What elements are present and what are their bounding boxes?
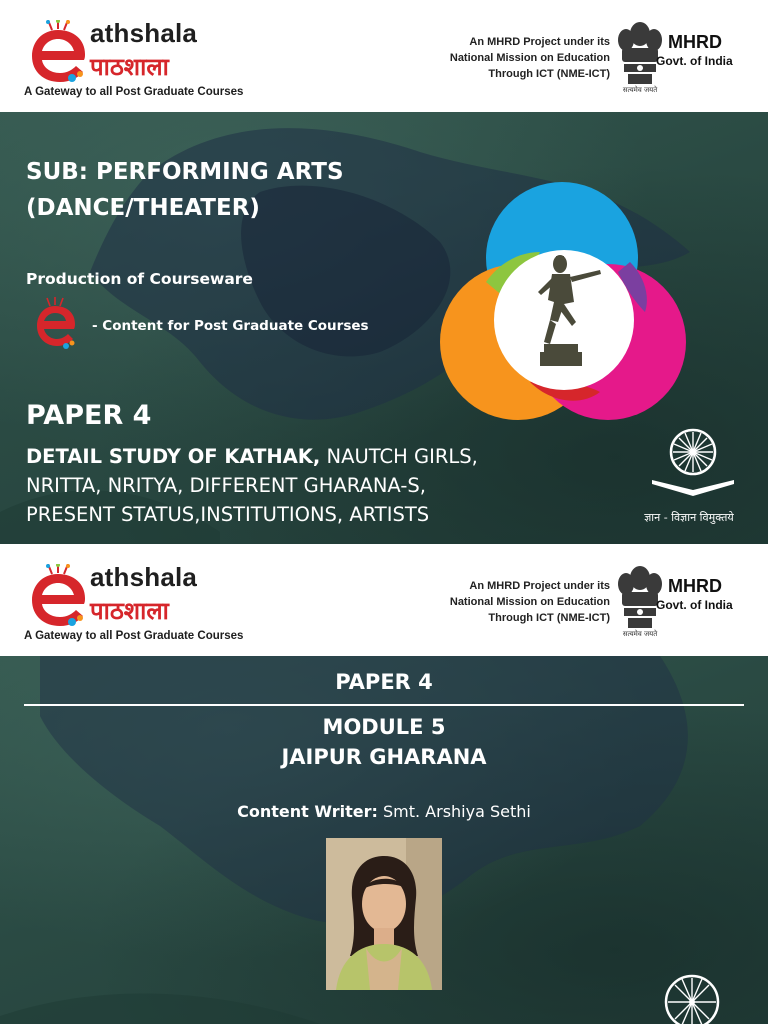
detail-bold-text: DETAIL STUDY OF KATHAK, [26,445,321,468]
paper-title: PAPER 4 [26,400,152,431]
mhrd-line-2: National Mission on Education [449,596,610,608]
mhrd-title: MHRD [668,32,722,52]
mhrd-project-text [420,578,610,626]
brand-name-hindi: पाठशाला [90,597,169,625]
e-pathshala-small-icon [34,296,76,352]
ugc-motto: ज्ञान - विज्ञान विमुक्तये [644,511,734,524]
emblem-motto: सत्यमेव जयते [622,86,658,94]
writer-photo [326,838,442,990]
content-writer-name: Smt. Arshiya Sethi [377,802,531,821]
subject-line-1: SUB: PERFORMING ARTS [26,159,344,185]
ugc-wheel-logo-icon [662,972,722,1024]
detail-rest-text: NAUTCH GIRLS, [320,445,478,468]
mhrd-line-1: An MHRD Project under its [469,580,610,592]
epathshala-logo [24,14,244,104]
tagline: A Gateway to all Post Graduate Courses [24,86,244,98]
detail-line-2: NRITTA, NRITYA, DIFFERENT GHARANA-S, [26,474,426,497]
title-divider [24,704,744,706]
detail-line-3: PRESENT STATUS,INSTITUTIONS, ARTISTS [26,503,430,526]
content-writer-label: Content Writer: [237,802,378,821]
mhrd-line-3: Through ICT (NME-ICT) [488,68,610,80]
writer-portrait-image [326,838,442,990]
e-pathshala-logo-icon [28,20,88,86]
brand-name-english: athshala [90,562,198,592]
brand-name-hindi: पाठशाला [90,53,169,81]
paper-description [26,442,586,529]
detail-line-1 [26,442,586,471]
module-topic: JAIPUR GHARANA [281,745,487,769]
header-slide-2 [0,544,768,656]
subject-line-2: (DANCE/THEATER) [26,195,260,221]
epathshala-logo [24,558,244,648]
mhrd-title: MHRD [668,576,722,596]
venn-logo-dancer [440,182,688,422]
module-paper-title: PAPER 4 [335,670,433,694]
module-number: MODULE 5 [322,715,446,739]
production-label: Production of Courseware [26,270,253,288]
content-writer [0,802,768,821]
header-slide-1 [0,0,768,112]
mhrd-subtitle: Govt. of India [656,54,733,68]
e-pathshala-logo-icon [28,564,88,630]
mhrd-line-1: An MHRD Project under its [469,36,610,48]
mhrd-line-3: Through ICT (NME-ICT) [488,612,610,624]
content-pg-label: - Content for Post Graduate Courses [92,318,369,334]
ugc-wheel-logo-icon [648,428,738,498]
module-heading [0,712,768,772]
mhrd-project-text [420,34,610,82]
title-slide-panel [0,112,768,544]
mhrd-subtitle: Govt. of India [656,598,733,612]
emblem-motto: सत्यमेव जयते [622,630,658,638]
brand-name-english: athshala [90,18,198,48]
tagline: A Gateway to all Post Graduate Courses [24,630,244,642]
module-slide-panel [0,656,768,1024]
mhrd-line-2: National Mission on Education [449,52,610,64]
subject-title [26,154,386,226]
